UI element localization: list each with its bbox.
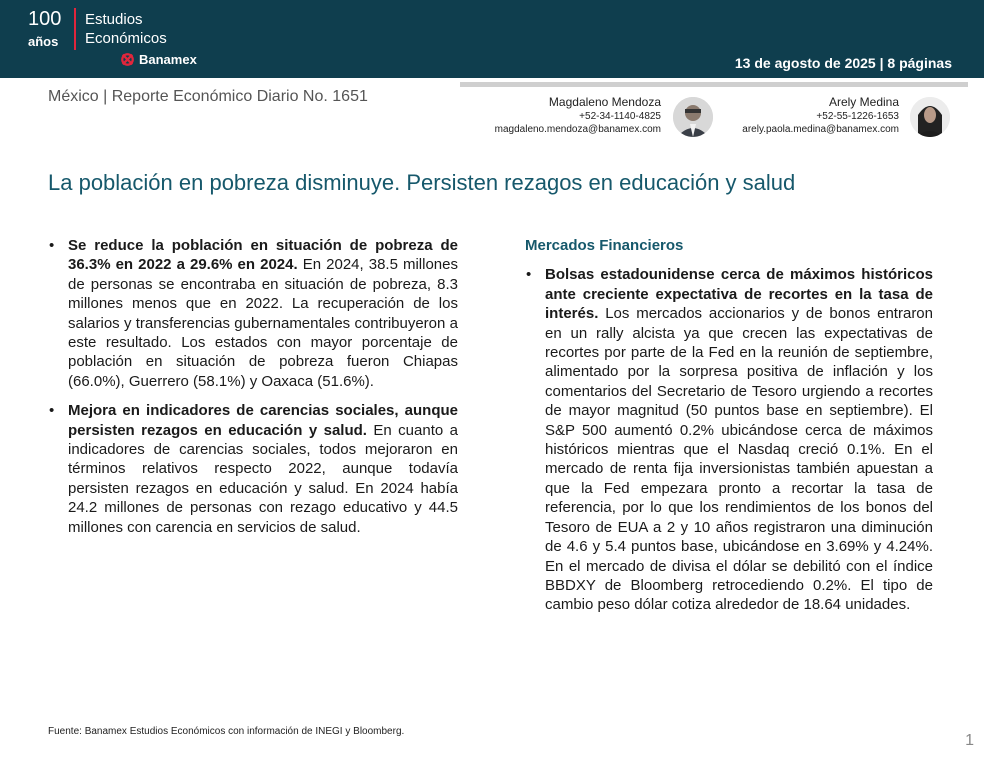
- department-line-1: Estudios: [85, 11, 143, 28]
- source-note: Fuente: Banamex Estudios Económicos con información de INEGI y Bloomberg.: [48, 726, 405, 737]
- author-email[interactable]: arely.paola.medina@banamex.com: [742, 124, 899, 135]
- bullet-body: Los mercados accionarios y de bonos entraron en un rally alcista ya que crecen las expectativas de recortes por parte de la Fed en la reunión de septiembre, alimentado por la sorpresa positiva de inflación y los comentarios del Secretario de Tesoro urgiendo a recortes de mayor magnitud (50 puntos base en septiembre). El S&P 500 aumentó 0.2% ubicándose cerca de máximos históricos mientras que el Nasdaq creció 0.1%. En el mercado de renta fija inversionistas también apuestan a que la Fed empezara pronto a recortar la tasa de referencia, por lo que los rendimientos de los bonos del Tesoro de EUA a 2 y 10 años registraron una diminución de 4.6 y 5.4 puntos base, ubicándose en 3.69% y 4.24%. En el mercado de divisa el dólar se debilitó con el índice BBDXY de Bloomberg retrocediendo 0.2%. El tipo de cambio peso dólar cotiza alrededor de 18.64 unidades.: [545, 305, 933, 614]
- bullet-lead: Bolsas estadounidense cerca de máximos históricos ante creciente expectativa de recortes en la tasa de interés.: [545, 266, 933, 323]
- list-item: [48, 401, 458, 537]
- bullet-marker: •: [49, 237, 55, 254]
- list-item: [525, 265, 933, 614]
- report-series-title: México | Reporte Económico Diario No. 1651: [48, 88, 368, 105]
- bullet-marker: •: [526, 266, 532, 284]
- list-item: [48, 236, 458, 391]
- avatar: [673, 97, 713, 137]
- report-date: 13 de agosto de 2025 | 8 páginas: [734, 55, 952, 71]
- logo-years: años: [28, 34, 59, 49]
- section-title: Mercados Financieros: [525, 237, 684, 254]
- department-line-2: Económicos: [85, 30, 167, 47]
- divider-rule: [460, 82, 968, 87]
- right-column: [525, 236, 933, 625]
- logo-divider: [74, 8, 76, 50]
- author-email[interactable]: magdaleno.mendoza@banamex.com: [494, 124, 661, 135]
- bullet-lead: Se reduce la población en situación de pobreza de 36.3% en 2022 a 29.6% en 2024.: [68, 237, 458, 274]
- author-phone: +52-55-1226-1653: [816, 111, 899, 122]
- page-title: La población en pobreza disminuye. Persisten rezagos en educación y salud: [48, 170, 796, 195]
- author-photo-icon: [910, 97, 950, 137]
- author-phone: +52-34-1140-4825: [579, 111, 661, 122]
- brand-logo: [120, 52, 197, 67]
- author-name: Arely Medina: [828, 95, 899, 109]
- author-card: [495, 95, 661, 136]
- page-number: 1: [965, 732, 974, 749]
- brand-name: Banamex: [139, 52, 197, 67]
- bullet-body: En 2024, 38.5 millones de personas se encontraba en situación de pobreza, 8.3 millones menos que en 2022. La recuperación de los salarios y transferencias gubernamentales contribuyeron a este resultado. Los estados con mayor porcentaje de población en situación de pobreza fueron Chiapas (66.0%), Guerrero (58.1%) y Oaxaca (51.6%).: [68, 256, 458, 390]
- author-photo-icon: [673, 97, 713, 137]
- logo-number: 100: [28, 8, 62, 30]
- bullet-body: En cuanto a indicadores de carencias sociales, todos mejoraron en términos relativos respecto 2022, aunque todavía persisten rezagos en educación y salud. En 2024 había 24.2 millones de personas con rezago educativo y 44.5 millones con carencia en servicios de salud.: [68, 421, 458, 536]
- author-name: Magdaleno Mendoza: [548, 95, 661, 109]
- avatar: [910, 97, 950, 137]
- anniversary-logo: [28, 8, 61, 50]
- bullet-lead: Mejora en indicadores de carencias sociales, aunque persisten rezagos en educación y salud.: [68, 402, 458, 439]
- header-band: [0, 0, 984, 78]
- author-card: [742, 95, 899, 136]
- department-name: [85, 10, 167, 48]
- left-column: [48, 236, 458, 547]
- banamex-emblem-icon: [120, 52, 135, 67]
- bullet-marker: •: [49, 402, 55, 420]
